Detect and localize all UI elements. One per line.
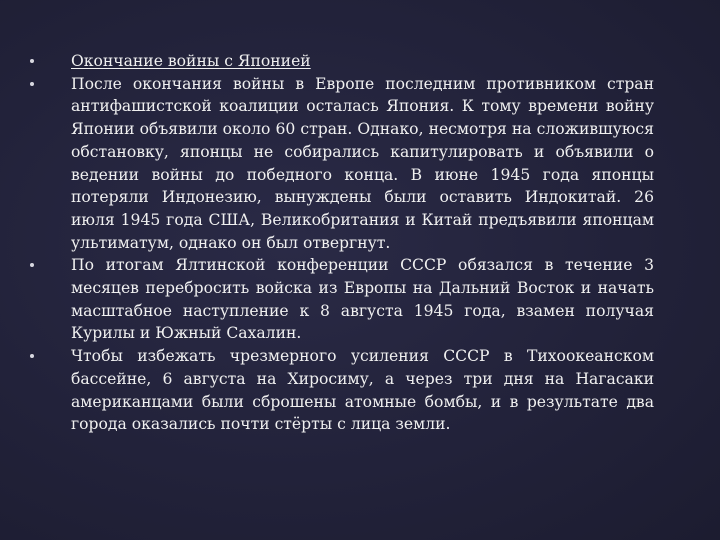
bullet-dot-icon	[30, 82, 34, 86]
bullet-dot-icon	[30, 354, 34, 358]
bullet-dot-icon	[30, 59, 34, 63]
bullet-text: Чтобы избежать чрезмерного усиления СССР в Тихоокеанском бассейне, 6 августа на Хиросиму, а через три дня на Нагасаки американцами были сброшены атомные бомбы, и в результате два города оказались почти стёрты с лица земли.	[71, 347, 654, 434]
bullet-item-atomic	[71, 345, 654, 436]
bullet-item-heading	[71, 50, 654, 73]
bullet-text: По итогам Ялтинской конференции СССР обязался в течение 3 месяцев перебросить войска из Европы на Дальний Восток и начать масштабное наступление к 8 августа 1945 года, взамен получая Курилы и Южный Сахалин.	[71, 256, 654, 343]
bullet-item-yalta	[71, 254, 654, 345]
slide-heading: Окончание войны с Японией	[71, 52, 311, 70]
bullet-list	[71, 50, 654, 436]
bullet-dot-icon	[30, 263, 34, 267]
bullet-text: После окончания войны в Европе последним противником стран антифашистской коалиции осталась Япония. К тому времени войну Японии объявили около 60 стран. Однако, несмотря на сложившуюся обстановку, японцы не собирались капитулировать и объявили о ведении войны до победного конца. В июне 1945 года японцы потеряли Индонезию, вынуждены были оставить Индокитай. 26 июля 1945 года США, Великобритания и Китай предъявили японцам ультиматум, однако он был отвергнут.	[71, 74, 654, 252]
bullet-item-war-end	[71, 73, 654, 255]
